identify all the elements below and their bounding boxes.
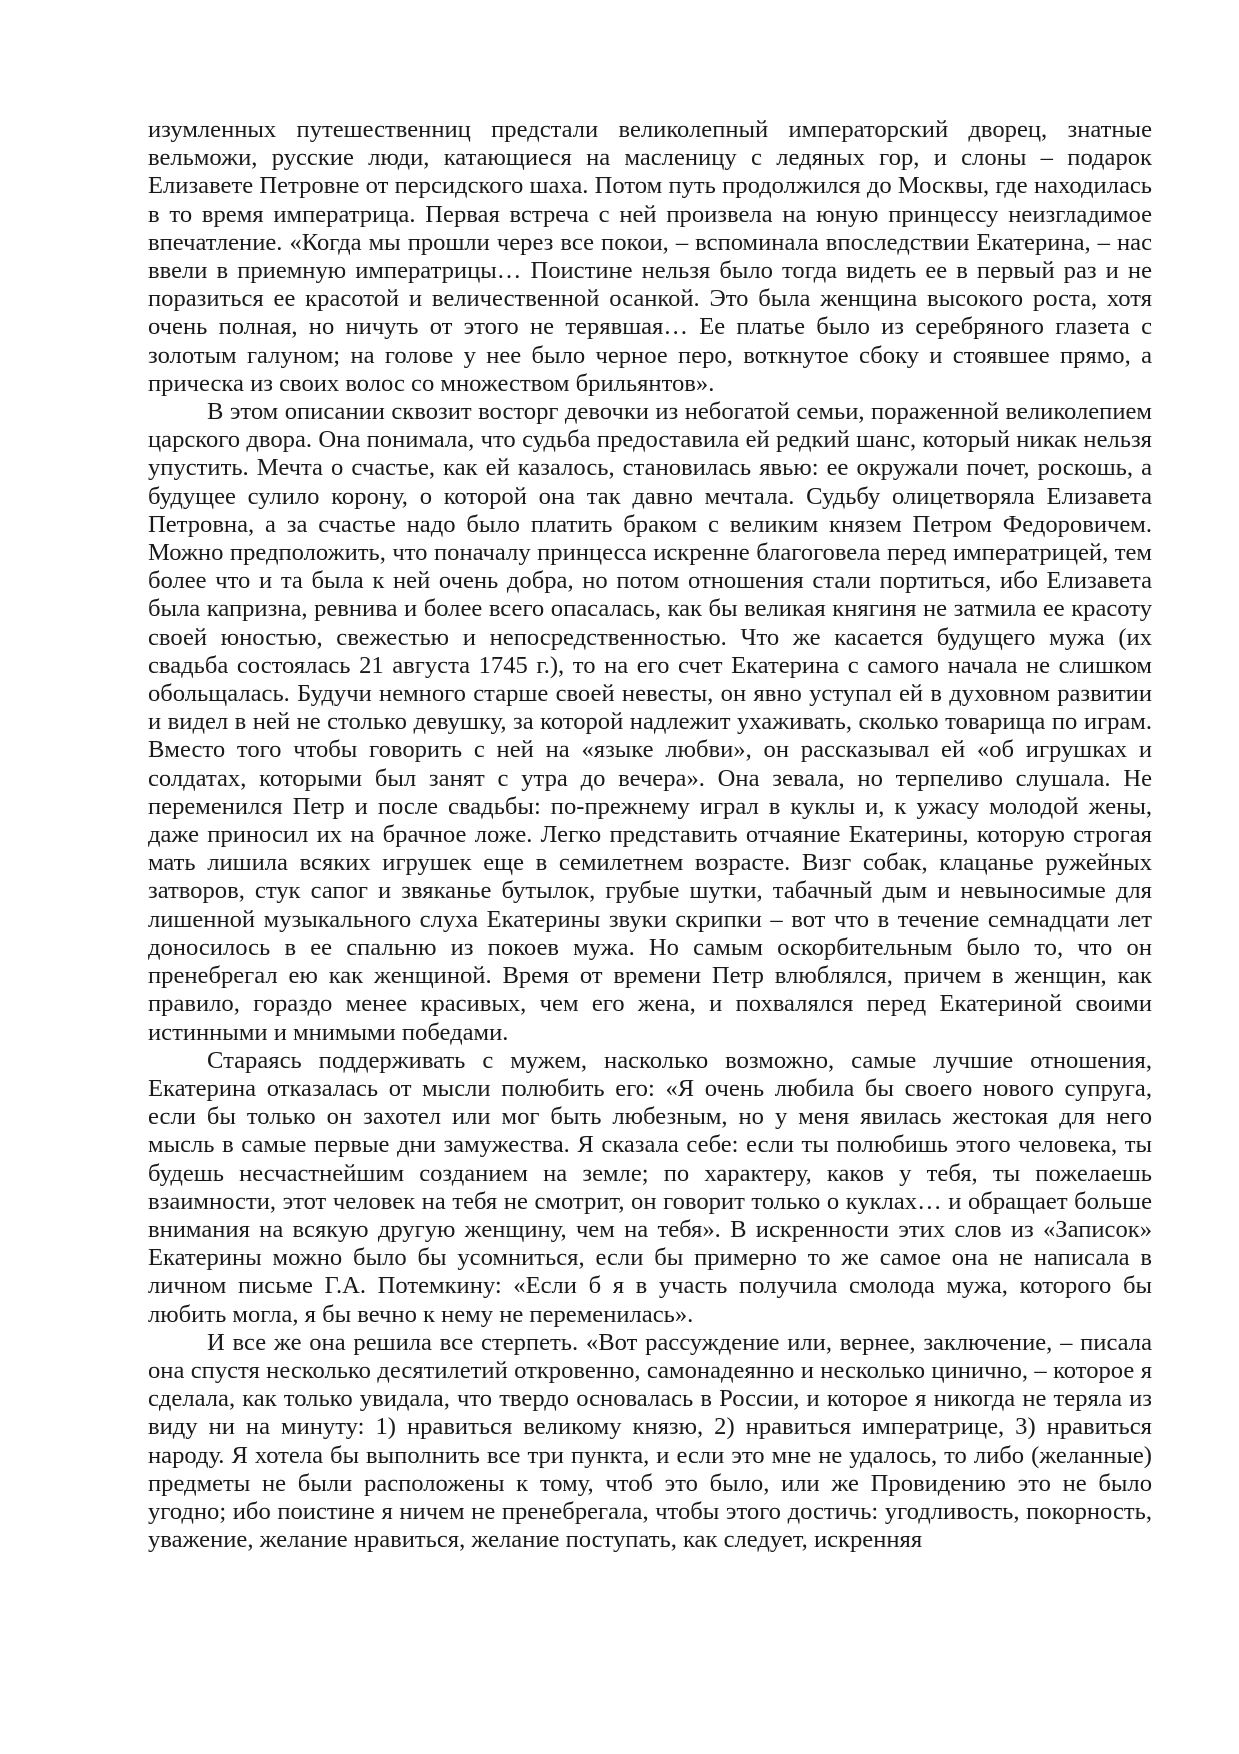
paragraph-4: И все же она решила все стерпеть. «Вот рассуждение или, вернее, заключение, – писала она спустя несколько десятилетий откровенно, самонадеянно и несколько цинично, – которое я сделала, как только увидала, что твердо основалась в России, и которое я никогда не теряла из виду ни на минуту: 1) нравиться великому князю, 2) нравиться императрице, 3) нравиться народу. Я хотела бы выполнить все три пункта, и если это мне не удалось, то либо (желанные) предметы не были расположены к тому, чтоб это было, или же Провидению это не было угодно; ибо поистине я ничем не пренебрегала, чтобы этого достичь: угодливость, покорность, уважение, желание нравиться, желание поступать, как следует, искренняя xyxy=(148,1328,1152,1554)
paragraph-2: В этом описании сквозит восторг девочки из небогатой семьи, пораженной великолепием царского двора. Она понимала, что судьба предоставила ей редкий шанс, который никак нельзя упустить. Мечта о счастье, как ей казалось, становилась явью: ее окружали почет, роскошь, а будущее сулило корону, о которой она так давно мечтала. Судьбу олицетворяла Елизавета Петровна, а за счастье надо было платить браком с великим князем Петром Федоровичем. Можно предположить, что поначалу принцесса искренне благоговела перед императрицей, тем более что и та была к ней очень добра, но потом отношения стали портиться, ибо Елизавета была капризна, ревнива и более всего опасалась, как бы великая княгиня не затмила ее красоту своей юностью, свежестью и непосредственностью. Что же касается будущего мужа (их свадьба состоялась 21 августа 1745 г.), то на его счет Екатерина с самого начала не слишком обольщалась. Будучи немного старше своей невесты, он явно уступал ей в духовном развитии и видел в ней не столько девушку, за которой надлежит ухаживать, сколько товарища по играм. Вместо того чтобы говорить с ней на «языке любви», он рассказывал ей «об игрушках и солдатах, которыми был занят с утра до вечера». Она зевала, но терпеливо слушала. Не переменился Петр и после свадьбы: по-прежнему играл в куклы и, к ужасу молодой жены, даже приносил их на брачное ложе. Легко представить отчаяние Екатерины, которую строгая мать лишила всяких игрушек еще в семилетнем возрасте. Визг собак, клацанье ружейных затворов, стук сапог и звяканье бутылок, грубые шутки, табачный дым и невыносимые для лишенной музыкального слуха Екатерины звуки скрипки – вот что в течение семнадцати лет доносилось в ее спальню из покоев мужа. Но самым оскорбительным было то, что он пренебрегал ею как женщиной. Время от времени Петр влюблялся, причем в женщин, как правило, гораздо менее красивых, чем его жена, и похвалялся перед Екатериной своими истинными и мнимыми победами. xyxy=(148,398,1152,1046)
document-page xyxy=(148,116,1152,1554)
paragraph-1: изумленных путешественниц предстали великолепный императорский дворец, знатные вельможи, русские люди, катающиеся на масленицу с ледяных гор, и слоны – подарок Елизавете Петровне от персидского шаха. Потом путь продолжился до Москвы, где находилась в то время императрица. Первая встреча с ней произвела на юную принцессу неизгладимое впечатление. «Когда мы прошли через все покои, – вспоминала впоследствии Екатерина, – нас ввели в приемную императрицы… Поистине нельзя было тогда видеть ее в первый раз и не поразиться ее красотой и величественной осанкой. Это была женщина высокого роста, хотя очень полная, но ничуть от этого не терявшая… Ее платье было из серебряного глазета с золотым галуном; на голове у нее было черное перо, воткнутое сбоку и стоявшее прямо, а прическа из своих волос со множеством брильянтов». xyxy=(148,116,1152,397)
paragraph-3: Стараясь поддерживать с мужем, насколько возможно, самые лучшие отношения, Екатерина отказалась от мысли полюбить его: «Я очень любила бы своего нового супруга, если бы только он захотел или мог быть любезным, но у меня явилась жестокая для него мысль в самые первые дни замужества. Я сказала себе: если ты полюбишь этого человека, ты будешь несчастнейшим созданием на земле; по характеру, каков у тебя, ты пожелаешь взаимности, этот человек на тебя не смотрит, он говорит только о куклах… и обращает больше внимания на всякую другую женщину, чем на тебя». В искренности этих слов из «Записок» Екатерины можно было бы усомниться, если бы примерно то же самое она не написала в личном письме Г.А. Потемкину: «Если б я в участь получила смолода мужа, которого бы любить могла, я бы вечно к нему не переменилась». xyxy=(148,1046,1152,1328)
